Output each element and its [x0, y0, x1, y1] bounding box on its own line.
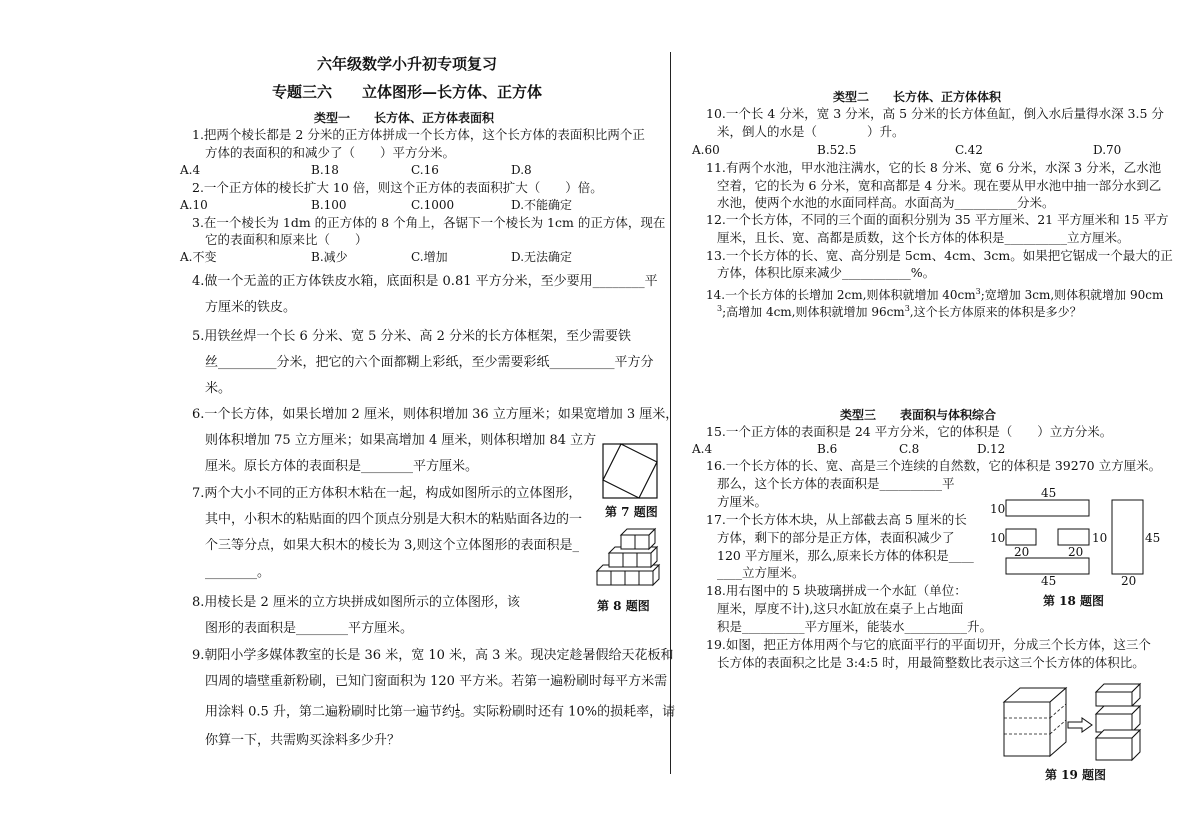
q14-line-1-start: 14.一个长方体的长增加 2cm,则体积就增加 40cm — [706, 288, 976, 302]
q13-line-2: 方体，体积比原来减少___________%。 — [717, 265, 936, 280]
q9-line-1: 9.朝阳小学多媒体教室的长是 36 米，宽 10 米，高 3 米。现决定趁暑假给天花板和 — [192, 648, 674, 663]
q19-line-1: 19.如图，把正方体用两个与它的底面平行的平面切开，分成三个长方体，这三个 — [706, 637, 1151, 652]
q1-option-a: A.4 — [180, 163, 201, 177]
q10-option-c: C.42 — [955, 143, 983, 157]
q1-option-d: D.8 — [511, 163, 532, 177]
q2-option-a: A.10 — [180, 198, 208, 212]
q9-line-3-end: 。实际粉刷时还有 10%的损耗率，请 — [460, 704, 676, 720]
fig18-label-45-top: 45 — [1041, 486, 1057, 500]
q1-option-b: B.18 — [311, 163, 339, 177]
page-title: 六年级数学小升初专项复习 — [317, 55, 498, 73]
q7-line-4: ________。 — [205, 565, 271, 580]
q10-option-a: A.60 — [692, 143, 720, 157]
q11-line-1: 11.有两个水池，甲水池注满水，它的长 8 分米、宽 6 分米，水深 3 分米，乙水池 — [706, 160, 1162, 175]
figure-18-glass-panels — [988, 486, 1163, 586]
q9-line-2: 四周的墙壁重新粉刷，已知门窗面积为 120 平方米。若第一遍粉刷时每平方米需 — [205, 674, 668, 689]
section-heading-3: 类型三 表面积与体积综合 — [840, 408, 997, 422]
fig18-label-20-b: 20 — [1068, 545, 1084, 559]
glass-panel-bottom — [1006, 558, 1089, 574]
q3-option-c: C.增加 — [411, 250, 448, 264]
q18-line-2: 厘米，厚度不计),这只水缸放在桌子上占地面 — [717, 601, 964, 616]
q2-option-b: B.100 — [311, 198, 347, 212]
q3-option-b: B.减少 — [311, 250, 348, 264]
q11-line-3: 水池，使两个水池的水面同样高。水面高为__________分米。 — [717, 195, 1055, 210]
figure-7-square-diagram — [602, 443, 658, 499]
q10-option-b: B.52.5 — [817, 143, 857, 157]
q9-line-3-start: 用涂料 0.5 升，第二遍粉刷时比第一遍节约 — [205, 704, 455, 720]
figure-7-caption: 第 7 题图 — [605, 505, 658, 519]
q14-superscript-1: 3 — [975, 287, 981, 296]
q10-option-d: D.70 — [1093, 143, 1122, 157]
q16-line-1: 16.一个长方体的长、宽、高是三个连续的自然数，它的体积是 39270 立方厘米。 — [706, 458, 1162, 473]
q5-line-3: 米。 — [205, 381, 232, 396]
glass-panel-top — [1006, 500, 1089, 516]
q7-line-3: 个三等分点，如果大积木的棱长为 3,则这个立体图形的表面积是_ — [205, 538, 580, 553]
section-heading-1: 类型一 长方体、正方体表面积 — [314, 111, 495, 125]
figure-19-caption: 第 19 题图 — [1045, 768, 1107, 782]
q10-line-1: 10.一个长 4 分米，宽 3 分米，高 5 分米的长方体鱼缸，倒入水后量得水深 3.5 分 — [706, 106, 1164, 121]
q3-option-a: A.不变 — [180, 250, 217, 264]
glass-panel-left-small — [1006, 529, 1036, 545]
q1-line-2: 方体的表面积的和减少了（ ）平方分米。 — [205, 145, 456, 160]
section-heading-2: 类型二 长方体、正方体体积 — [833, 90, 1002, 104]
glass-panel-right-small — [1058, 529, 1089, 545]
q14-superscript-3: 3 — [904, 304, 910, 313]
figure-18-caption: 第 18 题图 — [1043, 594, 1105, 608]
q5-line-2: 丝_________分米，把它的六个面都糊上彩纸，至少需要彩纸__________平方分 — [205, 355, 654, 370]
q18-line-1: 18.用右图中的 5 块玻璃拼成一个水缸（单位： — [706, 583, 967, 598]
figure-8-caption: 第 8 题图 — [597, 599, 650, 613]
fig18-label-10-b: 10 — [990, 531, 1006, 545]
q11-line-2: 空着，它的长为 6 分米，宽和高都是 4 分米。现在要从甲水池中抽一部分水到乙 — [717, 178, 1162, 193]
q8-line-1: 8.用棱长是 2 厘米的立方块拼成如图所示的立体图形，该 — [192, 595, 520, 610]
q1-line-1: 1.把两个棱长都是 2 分米的正方体拼成一个长方体，这个长方体的表面积比两个正 — [192, 127, 645, 142]
q15-option-a: A.4 — [692, 442, 713, 456]
figure-19-cube-split — [1000, 680, 1150, 762]
q15-option-d: D.12 — [977, 442, 1006, 456]
q2-option-d: D.不能确定 — [511, 198, 573, 212]
q4-line-2: 方厘米的铁皮。 — [205, 300, 297, 315]
q3-line-2: 它的表面积和原来比（ ） — [205, 232, 368, 247]
q17-line-1: 17.一个长方体木块，从上部截去高 5 厘米的长 — [706, 512, 967, 527]
q12-line-2: 厘米，且长、宽、高都是质数，这个长方体的体积是__________立方厘米。 — [717, 230, 1130, 245]
fig18-label-10-a: 10 — [990, 502, 1006, 516]
q9-fraction-numerator: 1 — [454, 703, 461, 712]
q14-superscript-2: 3 — [717, 304, 723, 313]
q13-line-1: 13.一个长方体的长、宽、高分别是 5cm、4cm、3cm。如果把它锯成一个最大的正 — [706, 248, 1173, 263]
q7-line-1: 7.两个大小不同的正方体积木粘在一起，构成如图所示的立体图形， — [192, 486, 582, 501]
q17-line-3: 120 平方厘米，那么,原来长方体的体积是____ — [717, 548, 974, 563]
q3-option-d: D.无法确定 — [511, 250, 573, 264]
q4-line-1: 4.做一个无盖的正方体铁皮水箱，底面积是 0.81 平方分米，至少要用________平 — [192, 274, 658, 289]
q1-option-c: C.16 — [411, 163, 439, 177]
q10-line-2: 米，倒人的水是（ ）升。 — [717, 124, 905, 139]
q5-line-1: 5.用铁丝焊一个长 6 分米、宽 5 分米、高 2 分米的长方体框架，至少需要铁 — [192, 329, 632, 344]
figure-8-cube-stack — [593, 527, 659, 591]
q9-line-4: 你算一下，共需购买涂料多少升？ — [205, 733, 401, 748]
q7-line-2: 其中，小积木的粘贴面的四个顶点分别是大积木的粘贴面各边的一 — [205, 512, 583, 527]
fig18-label-20-tall: 20 — [1121, 574, 1137, 588]
q17-line-2: 方体，剩下的部分是正方体，表面积减少了 — [717, 530, 955, 545]
q14-line-1-end: ;宽增加 3cm,则体积就增加 90cm — [980, 288, 1164, 302]
q15-option-c: C.8 — [899, 442, 920, 456]
q3-line-1: 3.在一个棱长为 1dm 的正方体的 8 个角上，各锯下一个棱长为 1cm 的正方体，现在 — [192, 215, 666, 230]
q14-line-2-mid: ;高增加 4cm,则体积就增加 96cm — [722, 305, 905, 319]
q14-line-2-end: ,这个长方体原来的体积是多少？ — [909, 305, 1082, 319]
q15-line-1: 15.一个正方体的表面积是 24 平方分米，它的体积是（ ）立方分米。 — [706, 424, 1113, 439]
q12-line-1: 12.一个长方体，不同的三个面的面积分别为 35 平方厘米、21 平方厘米和 15 平方 — [706, 212, 1169, 227]
q6-line-2: 则体积增加 75 立方厘米；如果高增加 4 厘米，则体积增加 84 立方 — [205, 433, 597, 448]
q15-option-b: B.6 — [817, 442, 838, 456]
fig18-label-45-side: 45 — [1145, 531, 1161, 545]
fig18-label-10-c: 10 — [1092, 531, 1108, 545]
q8-line-2: 图形的表面积是________平方厘米。 — [205, 621, 414, 636]
q2-option-c: C.1000 — [411, 198, 455, 212]
q9-line-3 — [205, 704, 675, 721]
fig18-label-20-a: 20 — [1014, 545, 1030, 559]
q16-line-3: 方厘米。 — [717, 494, 768, 509]
q17-line-4: ____立方厘米。 — [717, 565, 805, 580]
q18-line-3: 积是__________平方厘米，能装水__________升。 — [717, 619, 993, 634]
q9-fraction-denominator: 5 — [454, 711, 461, 720]
q2-line-1: 2.一个正方体的棱长扩大 10 倍，则这个正方体的表面积扩大（ ）倍。 — [192, 180, 603, 195]
glass-panel-tall — [1112, 500, 1143, 574]
q6-line-3: 厘米。原长方体的表面积是________平方厘米。 — [205, 459, 479, 474]
q16-line-2: 那么，这个长方体的表面积是__________平 — [717, 476, 955, 491]
q14-line-2 — [717, 301, 1082, 320]
fig18-label-45-bottom: 45 — [1041, 574, 1057, 588]
page-subtitle: 专题三六 立体图形—长方体、正方体 — [272, 83, 543, 101]
q6-line-1: 6.一个长方体，如果长增加 2 厘米，则体积增加 36 立方厘米；如果宽增加 3 厘米， — [192, 407, 679, 422]
q19-line-2: 长方体的表面积之比是 3:4:5 时，用最简整数比表示这三个长方体的体积比。 — [717, 655, 1145, 670]
